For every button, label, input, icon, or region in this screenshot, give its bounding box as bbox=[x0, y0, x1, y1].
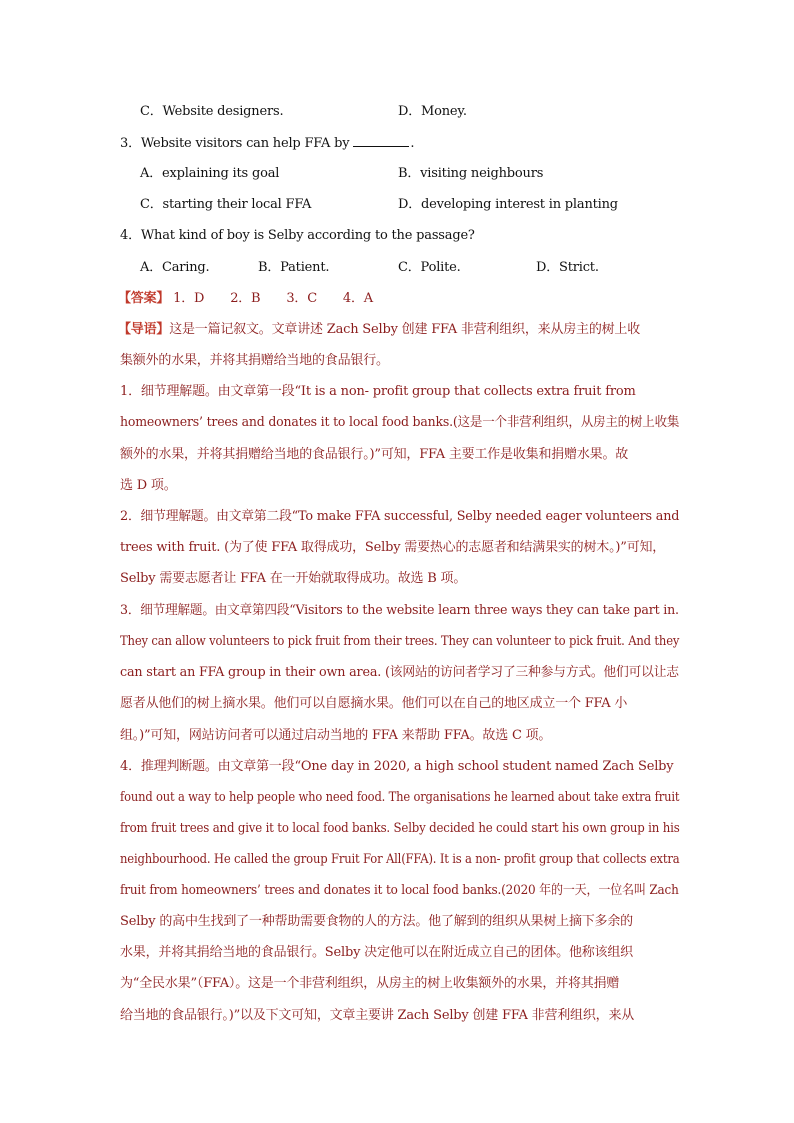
explanation-line: 4．推理判断题。由文章第一段“One day in 2020, a high school student named Zach Selby bbox=[120, 759, 674, 774]
explanation-line: 给当地的食品银行。)”以及下文可知，文章主要讲 Zach Selby 创建 FFA 非营利组织，来从 bbox=[120, 1008, 635, 1023]
guide-line-2: 集额外的水果，并将其捐赠给当地的食品银行。 bbox=[120, 353, 389, 368]
q3-stem bbox=[120, 135, 414, 152]
q4-option-d: D．Strict. bbox=[536, 260, 599, 275]
explanation-line: can start an FFA group in their own area. (该网站的访问者学习了三种参与方式。他们可以让志 bbox=[120, 665, 679, 680]
q3-option-c: C．starting their local FFA bbox=[140, 197, 312, 212]
q3-stem-end: . bbox=[410, 136, 415, 151]
q4-stem: 4．What kind of boy is Selby according to the passage? bbox=[120, 228, 475, 243]
explanation-line: 3．细节理解题。由文章第四段“Visitors to the website learn three ways they can take part in. bbox=[120, 603, 679, 618]
explanation-line: They can allow volunteers to pick fruit from their trees. They can volunteer to pick fruit. And they bbox=[120, 634, 680, 649]
explanation-line: from fruit trees and give it to local food banks. Selby decided he could start his own group in his bbox=[120, 821, 680, 836]
q3-option-d: D．developing interest in planting bbox=[398, 197, 618, 212]
q2-option-d: D．Money. bbox=[398, 104, 467, 119]
explanation-line: 愿者从他们的树上摘水果。他们可以自愿摘水果。他们可以在自己的地区成立一个 FFA 小 bbox=[120, 696, 628, 711]
answer-row bbox=[118, 291, 395, 307]
explanation-line: Selby 的高中生找到了一种帮助需要食物的人的方法。他了解到的组织从果树上摘下多余的 bbox=[120, 914, 633, 929]
explanation-line: 组。)”可知，网站访问者可以通过启动当地的 FFA 来帮助 FFA。故选 C 项。 bbox=[120, 728, 552, 743]
explanation-line: 水果，并将其捐给当地的食品银行。Selby 决定他可以在附近成立自己的团体。他称该组织 bbox=[120, 945, 633, 960]
q4-option-b: B．Patient. bbox=[258, 260, 330, 275]
explanation-line: found out a way to help people who need food. The organisations he learned about take extra fruit bbox=[120, 790, 680, 805]
explanation-line: 额外的水果，并将其捐赠给当地的食品银行。)”可知，FFA 主要工作是收集和捐赠水果。故 bbox=[120, 447, 629, 462]
explanation-line: 为“全民水果”（FFA）。这是一个非营利组织，从房主的树上收集额外的水果，并将其捐赠 bbox=[120, 976, 620, 991]
q4-option-c: C．Polite. bbox=[398, 260, 461, 275]
q2-option-c: C．Website designers. bbox=[140, 104, 284, 119]
q3-stem-text: 3．Website visitors can help FFA by bbox=[120, 136, 350, 151]
guide-line-1 bbox=[118, 322, 640, 338]
explanation-line: 1．细节理解题。由文章第一段“It is a non- profit group that collects extra fruit from bbox=[120, 384, 636, 399]
explanation-line: fruit from homeowners’ trees and donates it to local food banks.(2020 年的一天，一位名叫 Zach bbox=[120, 883, 679, 898]
q3-option-b: B．visiting neighbours bbox=[398, 166, 544, 181]
answer-item: 3．C bbox=[286, 291, 317, 306]
explanation-line: 2．细节理解题。由文章第二段“To make FFA successful, Selby needed eager volunteers and bbox=[120, 509, 680, 524]
explanation-line: neighbourhood. He called the group Fruit For All(FFA). It is a non- profit group that collects extra bbox=[120, 852, 680, 867]
q3-answer-blank bbox=[353, 135, 409, 147]
explanation-line: 选 D 项。 bbox=[120, 478, 177, 493]
answer-item: 2．B bbox=[230, 291, 261, 306]
explanation-line: trees with fruit. (为了使 FFA 取得成功，Selby 需要热心的志愿者和结满果实的树木。)”可知， bbox=[120, 540, 666, 555]
guide-text: 这是一篇记叙文。文章讲述 Zach Selby 创建 FFA 非营利组织，来从房主的树上收 bbox=[169, 322, 641, 337]
q3-option-a: A．explaining its goal bbox=[140, 166, 280, 181]
guide-tag: 【导语】 bbox=[118, 322, 170, 337]
q4-option-a: A．Caring. bbox=[140, 260, 210, 275]
answer-item: 1．D bbox=[173, 291, 205, 306]
explanation-line: Selby 需要志愿者让 FFA 在一开始就取得成功。故选 B 项。 bbox=[120, 571, 467, 586]
answer-item: 4．A bbox=[342, 291, 373, 306]
explanation-line: homeowners’ trees and donates it to local food banks.(这是一个非营利组织，从房主的树上收集 bbox=[120, 415, 680, 430]
answer-tag: 【答案】 bbox=[118, 291, 170, 306]
